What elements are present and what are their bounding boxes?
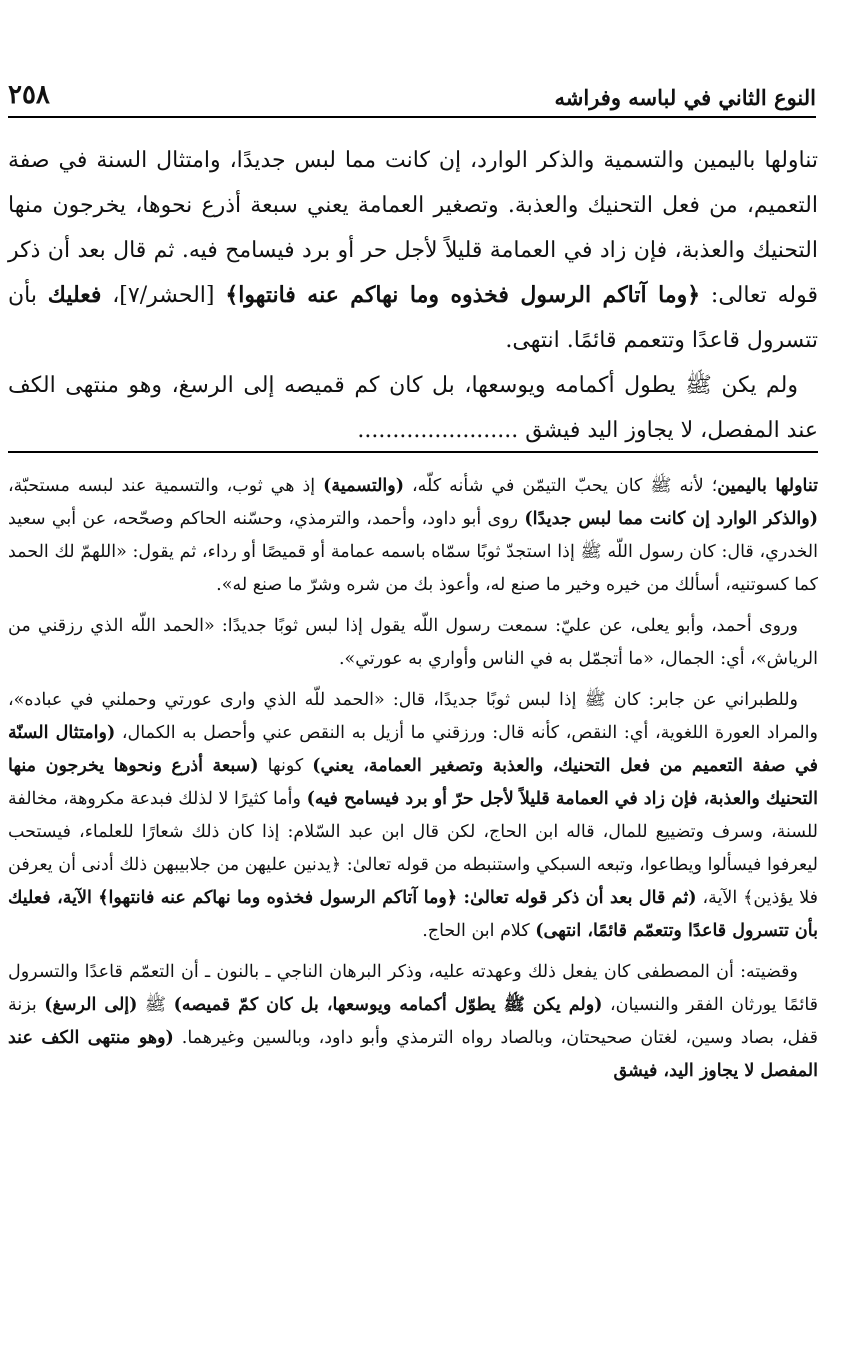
commentary-paragraph: وروى أحمد، وأبو يعلى، عن عليّ: سمعت رسول اللّه يقول إذا لبس ثوبًا جديدًا: «الحمد اللّه الذي رزقني من الرياش»، أي: الجمال، «ما أتجمّل به في الناس وأواري به عورتي». [8, 616, 818, 669]
main-text-paragraph: تناولها باليمين والتسمية والذكر الوارد، إن كانت مما لبس جديدًا، وامتثال السنة في صفة التعميم، من فعل التحنيك والعذبة. وتصغير العمامة يعني سبعة أذرع نحوها، يخرجون منها التحنيك والعذبة، فإن زاد في العمامة قليلاً لأجل حر أو برد فيسامح فيه. ثم قال بعد أن ذكر قوله تعالى: ﴿وما آتاكم الرسول فخذوه وما نهاكم عنه فانتهوا﴾ [الحشر/٧]، فعليك بأن تتسرول قاعدًا وتتعمم قائمًا. انتهى. [8, 148, 818, 353]
page-number: ٢٥٨ [8, 80, 50, 110]
commentary-paragraph: وللطبراني عن جابر: كان ﷺ إذا لبس ثوبًا جديدًا، قال: «الحمد للّه الذي وارى عورتي وحملني في عباده»، والمراد العورة اللغوية، أي: النقص، كأنه قال: ورزقني ما أزيل به النقص عني وأحصل به الكمال، (وامتثال السنّة في صفة التعميم من فعل التحنيك، والعذبة وتصغير العمامة، يعني) كونها (سبعة أذرع ونحوها يخرجون منها التحنيك والعذبة، فإن زاد في العمامة قليلاً لأجل حرّ أو برد فيسامح فيه) وأما كثيرًا لا لذلك فبدعة مكروهة، مخالفة للسنة، وسرف وتضييع للمال، قاله ابن الحاج، لكن قال ابن عبد السّلام: إذا كان ذلك شعارًا للعلماء، فيستحب ليعرفوا فيسألوا ويطاعوا، وتبعه السبكي واستنبطه من قوله تعالىٰ: ﴿يدنين عليهن من جلابيبهن ذلك أدنى أن يعرفن فلا يؤذين﴾ الآية، (ثم قال بعد أن ذكر قوله تعالىٰ: ﴿وما آتاكم الرسول فخذوه وما نهاكم عنه فانتهوا﴾ الآية، فعليك بأن تتسرول قاعدًا وتتعمّم قائمًا، انتهى) كلام ابن الحاج. [7, 690, 818, 941]
quran-verse: ﴿وما آتاكم الرسول فخذوه وما نهاكم عنه فانتهوا﴾ [225, 282, 701, 308]
commentary-text [8, 470, 818, 1096]
footnote-divider [8, 451, 818, 453]
commentary-paragraph: تناولها باليمين؛ لأنه ﷺ كان يحبّ التيمّن في شأنه كلّه، (والتسمية) إذ هي ثوب، والتسمية عند لبسه مستحبّة، (والذكر الوارد إن كانت مما لبس جديدًا) روى أبو داود، وأحمد، والترمذي، وحسّنه الحاكم وصحّحه، عن أبي سعيد الخدري، قال: كان رسول اللّه ﷺ إذا استجدّ ثوبًا سمّاه باسمه عمامة أو قميصًا أو رداء، ثم يقول: «اللهمّ لك الحمد كما كسوتنيه، أسألك من خيره وخير ما صنع له، وأعوذ بك من شره وشرّ ما صنع له». [8, 476, 818, 595]
running-title: النوع الثاني في لباسه وفراشه [554, 85, 816, 110]
page-header [8, 70, 816, 118]
main-text [8, 138, 818, 453]
commentary-paragraph: وقضيته: أن المصطفى كان يفعل ذلك وعهدته عليه، وذكر البرهان الناجي ـ بالنون ـ أن التعمّم قاعدًا والتسرول قائمًا يورثان الفقر والنسيان، (ولم يكن ﷺ يطوّل أكمامه ويوسعها، بل كان كمّ قميصه) ﷺ (إلى الرسغ) بزنة قفل، بصاد وسين، لغتان صحيحتان، وبالصاد رواه الترمذي وأبو داود، وبالسين وغيرهما. (وهو منتهى الكف عند المفصل لا يجاوز اليد، فيشق [8, 962, 819, 1081]
main-text-paragraph: ولم يكن ﷺ يطول أكمامه ويوسعها، بل كان كم قميصه إلى الرسغ، وهو منتهى الكف عند المفصل، لا يجاوز اليد فيشق ....................... [8, 373, 818, 443]
